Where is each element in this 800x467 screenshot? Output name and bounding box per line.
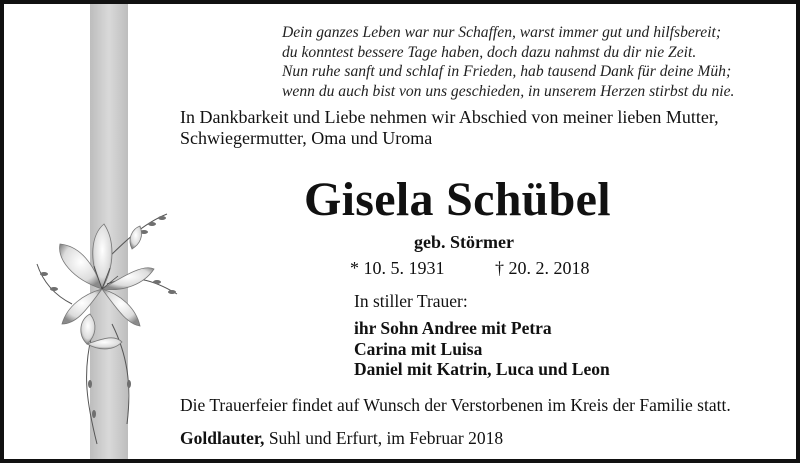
obituary-notice bbox=[4, 4, 796, 459]
mourners-list bbox=[354, 318, 610, 380]
poem-line: Dein ganzes Leben war nur Schaffen, warst immer gut und hilfsbereit; bbox=[282, 24, 722, 41]
poem-line: du konntest bessere Tage haben, doch dazu nahmst du dir nie Zeit. bbox=[282, 43, 697, 61]
place-rest: Suhl und Erfurt, im Februar 2018 bbox=[264, 428, 504, 448]
mourner-entry: ihr Sohn Andree mit Petra bbox=[354, 318, 552, 338]
poem bbox=[282, 23, 772, 101]
place-date-line bbox=[180, 428, 503, 449]
birth-name: geb. Störmer bbox=[414, 232, 514, 252]
poem-line: wenn du auch bist von uns geschieden, in unserem Herzen stirbst du nie. bbox=[282, 82, 735, 100]
birth-date: * 10. 5. 1931 bbox=[350, 258, 445, 278]
poem-line: Nun ruhe sanft und schlaf in Frieden, hab tausend Dank für deine Müh; bbox=[282, 63, 732, 81]
mourning-label: In stiller Trauer: bbox=[354, 291, 468, 311]
mourner-entry: Daniel mit Katrin, Luca und Leon bbox=[354, 359, 610, 379]
intro-line: Schwiegermutter, Oma und Uroma bbox=[180, 127, 433, 148]
place-town: Goldlauter, bbox=[180, 428, 265, 448]
intro-line: In Dankbarkeit und Liebe nehmen wir Abschied von meiner lieben Mutter, bbox=[180, 107, 719, 127]
mourner-entry: Carina mit Luisa bbox=[354, 338, 483, 359]
intro-text bbox=[180, 107, 780, 148]
death-date: † 20. 2. 2018 bbox=[495, 258, 590, 278]
deceased-name: Gisela Schübel bbox=[304, 173, 611, 226]
funeral-note: Die Trauerfeier findet auf Wunsch der Verstorbenen im Kreis der Familie statt. bbox=[180, 395, 731, 415]
lily-flower-illustration bbox=[32, 184, 182, 454]
